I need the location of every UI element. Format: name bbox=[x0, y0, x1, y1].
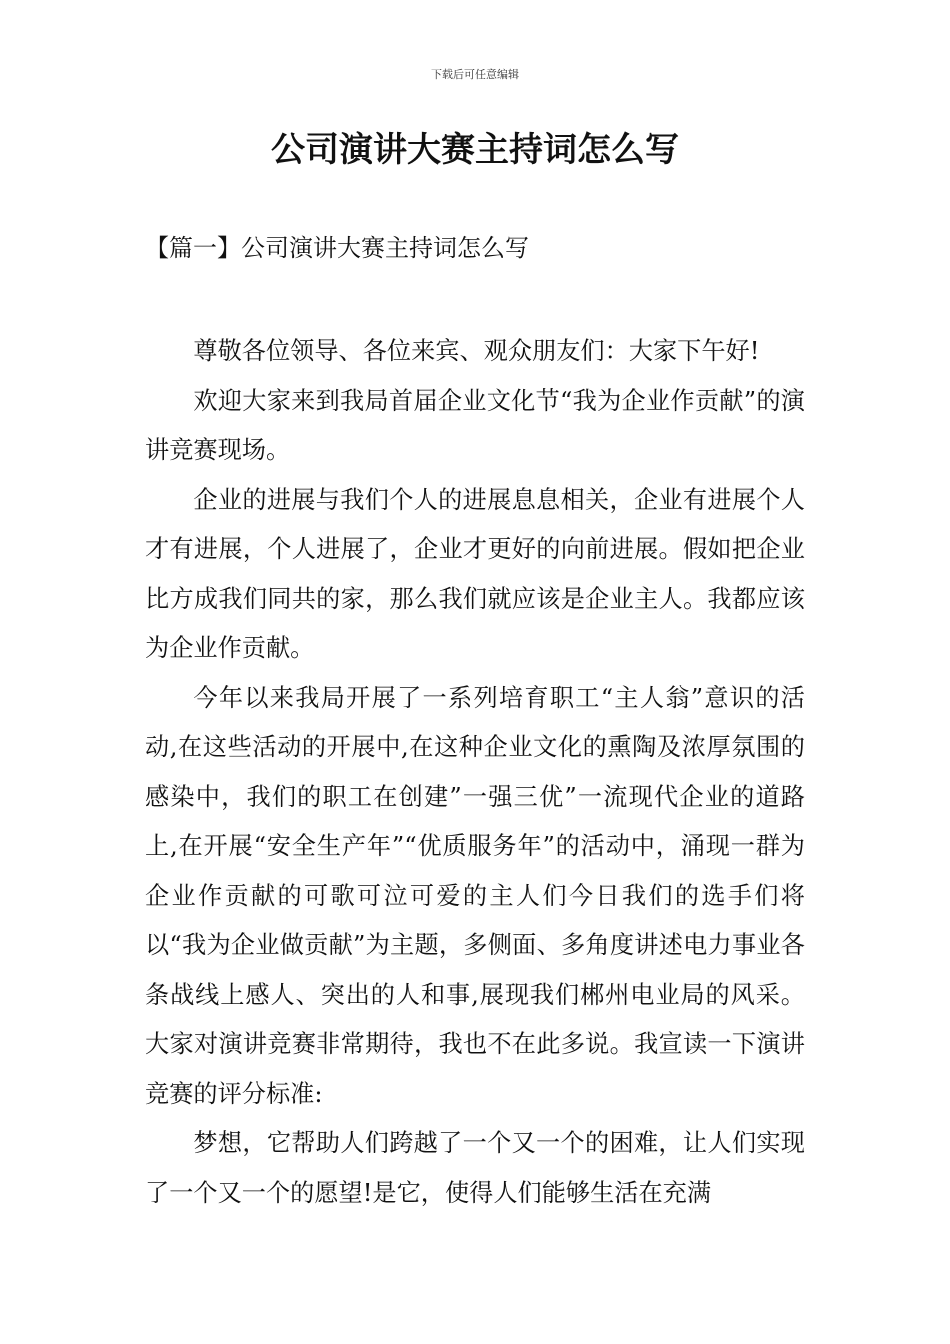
page-header-note: 下载后可任意编辑 bbox=[431, 68, 519, 81]
paragraph-welcome: 欢迎大家来到我局首届企业文化节“我为企业作贡献”的演讲竞赛现场。 bbox=[145, 386, 805, 464]
paragraph-greeting: 尊敬各位领导、各位来宾、观众朋友们：大家下午好! bbox=[193, 337, 760, 365]
paragraph-development: 企业的进展与我们个人的进展息息相关，企业有进展个人才有进展，个人进展了，企业才更好的向前进展。假如把企业比方成我们同共的家，那么我们就应该是企业主人。我都应该为企业作贡献。 bbox=[145, 485, 805, 662]
paragraph-activities: 今年以来我局开展了一系列培育职工“主人翁”意识的活动,在这些活动的开展中,在这种企业文化的熏陶及浓厚氛围的感染中，我们的职工在创建”一强三优”一流现代企业的道路上,在开展“安全生产年”“优质服务年”的活动中，涌现一群为企业作贡献的可歌可泣可爱的主人们今日我们的选手们将以“我为企业做贡献”为主题，多侧面、多角度讲述电力事业各条战线上感人、突出的人和事,展现我们郴州电业局的风采。大家对演讲竞赛非常期待，我也不在此多说。我宣读一下演讲竞赛的评分标准: bbox=[145, 683, 805, 1108]
section-heading: 【篇一】公司演讲大赛主持词怎么写 bbox=[145, 234, 529, 262]
paragraph-dream: 梦想，它帮助人们跨越了一个又一个的困难，让人们实现了一个又一个的愿望!是它，使得人们能够生活在充满 bbox=[145, 1129, 805, 1207]
document-title: 公司演讲大赛主持词怎么写 bbox=[271, 130, 679, 170]
document-body bbox=[145, 327, 805, 1218]
